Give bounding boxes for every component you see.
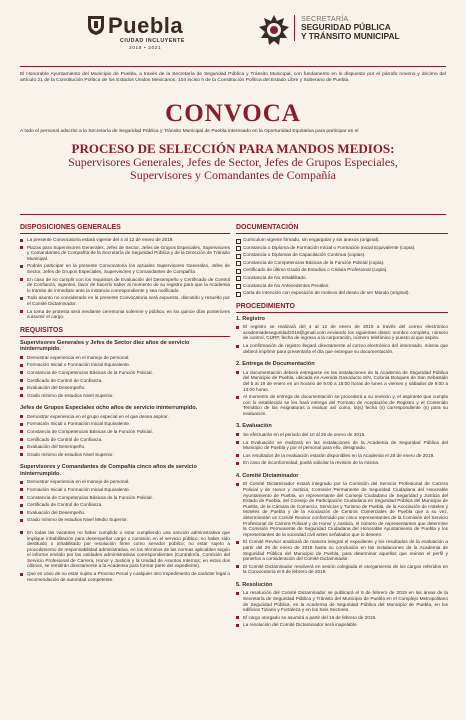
comite-heading: 4. Comité Dictaminador [236,472,299,479]
evaluacion-heading: 3. Evaluación [236,423,272,430]
requisitos-heading: REQUISITOS [20,327,230,337]
disposiciones-heading: DISPOSICIONES GENERALES [20,224,230,234]
list-item: La Evaluación se realizará en las instalaciones de la Academia de Seguridad Pública del Municipio de Puebla y por el personal para ello, designado. [236,440,448,451]
list-item: Certificado de Control de Confianza. [20,437,230,443]
police-star-icon [258,14,290,48]
list-item: Los resultados de la evaluación estarán disponibles en la Academia el 28 de enero de 2019. [236,453,448,459]
disposiciones-list [20,237,230,320]
brand-name: Puebla [108,13,184,38]
brand-years: 2018 • 2021 [129,46,162,51]
entrega-heading: 2. Entrega de Documentación [236,361,315,368]
resolucion-heading: 5. Resolución [236,581,273,588]
list-item: El Comité Revisor analizará de manera integral el expediente y los resultados de la evaluación a partir del 29 de enero de 2019 hasta su conclusión en las instalaciones de la Academia de Seguridad Pública del Municipio de Puebla, para determinar aquellos que reúnan el perfil y ponerlos a consideración del Comité Dictaminador. [236,539,448,561]
list-item: Constancia o Diplomas de Capacitación Continua (copias). [236,252,448,258]
list-item: Evaluación del Desempeño. [20,510,230,516]
list-item: En caso de inconformidad, podrá solicitar la revisión de la misma. [236,460,448,466]
list-item: Todo asunto no considerado en la presente Convocatoria será expuesto, discutido y resuelto por el Comité Dictaminador. [20,295,230,306]
list-item: Que en caso de no estar sujeto a Proceso Penal y cualquier otro Impedimento de carácter legal o recomendación de autoridad competente. [20,571,230,582]
left-column [20,224,230,584]
list-item: Plazas para Supervisores Generales, Jefes de Sector, Jefes de Grupos Especiales, Supervisores y Comandantes de Compañía de la Secretaría de Seguridad Pública y de la Dirección de Tránsito Municipal. [20,245,230,262]
divider [20,214,446,215]
req1-heading: Supervisores Generales y Jefes de Sector diez años de servicio ininterrumpido. [20,339,190,353]
list-item: Grado mínimo de estudios Nivel Medio Superior. [20,517,230,523]
list-item: Constancia de Competencias Básicas de la Función Policial. [20,429,230,435]
list-item: Formación Inicial o Formación Inicial Equivalente. [20,487,230,493]
list-item: Carta de intención con exposición de motivos del deseo de ser Mando (original). [236,290,448,296]
list-item: En todas las vacantes no haber cumplido o estar cumpliendo una sanción administrativa que implique inhabilitación para desempeñar cargo o comisión en el servicio público; no haber sido destituido o inhabilitado por resolución firme como servidor público; no estar sujeto a procedimiento de responsabilidad administrativa, en los términos de las normas aplicables según el informe emitido por las unidades administrativas correspondientes (Contraloría, Comisión del Servicio Profesional de Carrera, Honor y Justicia y la Unidad de Asuntos Internos; en estos dos últimos, se remitirán directamente a la Academia para formar parte del expediente). [20,530,230,569]
list-item: La resolución del Comité Dictaminador será inapelable. [236,622,448,628]
resolucion-list [236,590,448,628]
req3-list [20,479,230,523]
right-column [236,224,448,630]
req3-heading: Supervisores y Comandantes de Compañía cinco años de servicio ininterrumpido. [20,464,197,477]
list-item: Se efectuarán en el periodo del 10 al 25 de enero de 2019. [236,432,448,438]
list-item: Demostrar experiencia en el manejo de personal. [20,479,230,485]
registro-heading: 1. Registro [236,315,265,322]
list-item: El Comité Dictaminador estará integrado por la Comisión del Servicio Profesional de Carrera Policial y de Honor y Justicia, Comisión Permanente de Seguridad Ciudadana del Honorable Ayuntamiento de Puebla, un representante del Consejo Ciudadano de Seguridad y Justicia del Estado de Puebla, del Consejo de Participación Ciudadana en Seguridad Pública del Municipio de Puebla, de la Cámara de Comercio, Servicios y Turismo de Puebla, de la Asociación de Hoteles y Moteles de Puebla y de la Asociación de Centros Comerciales de Puebla que a su vez, determinarán un Comité Revisor conformado por cinco representantes de la Comisión del Servicio Profesional de Carrera Policial y de Honor y Justicia, el número de representantes que determine la Comisión Permanente de Seguridad Ciudadana del Honorable Ayuntamiento de Puebla y los representantes de la sociedad civil antes señalados que lo deseen. [236,481,448,537]
list-item: Demostrar experiencia en el manejo de personal. [20,355,230,361]
procedimiento-heading: PROCEDIMIENTO [236,303,448,313]
list-item: Al momento de entrega de documentación se procederá a su revisión y, el aspirante que cumpla con lo establecido se les hará entrega del Formato de Aceptación de Registro y el Contenido Temático de las Asignaturas a evaluar así como, la(s) fecha (s) correspondiente (s) para su evaluación. [236,394,448,416]
secretaria-name [294,15,454,41]
list-item: Grado mínimo de estudios Nivel Superior. [20,452,230,458]
list-item: Certificado de Control de Confianza. [20,378,230,384]
documentacion-list [236,237,448,296]
list-item: Demostrar experiencia en el grupo especial en el que desea aspirar. [20,414,230,420]
puebla-shield-icon [86,14,106,36]
secretaria-line-1: SECRETARÍA [301,14,349,23]
comite-list [236,481,448,575]
list-item: Formación Inicial o Formación Inicial Equivalente. [20,362,230,368]
list-item: Constancia de No Inhabilitado. [236,275,448,281]
final-requirements-list [20,530,230,582]
list-item: Podrán participar en la presente Convocatoria los actuales Supervisores Generales, Jefes de Sector, Jefes de Grupos Especiales, Supervisores y Comandantes de Compañía. [20,263,230,274]
title-line-3: Supervisores y Comandantes de Compañía [130,168,336,182]
req2-heading: Jefes de Grupos Especiales ocho años de servicio ininterrumpido. [20,405,198,412]
entrega-list [236,370,448,417]
list-item: La presente Convocatoria estará vigente del 4 al 12 de enero de 2019. [20,237,230,243]
evaluacion-list [236,432,448,466]
list-item: El registro se realizará del 4 al 12 de enero de 2019 a través del correo electrónico academiadeseguridad2018@gmail.com enviando los siguientes datos: nombre completo, número de control, CURP, fecha de ingreso a la corporación, número telefónico y puesto al que aspira. [236,324,448,341]
list-item: Curriculum vigente firmado, sin engargolar y sin anexos (original). [236,237,448,243]
list-item: La resolución del Comité Dictaminador se publicará el 9 de febrero de 2019 en las áreas de la Secretaría de Seguridad Pública y Tránsito del Municipio de Puebla en el Complejo Metropolitano de Seguridad Pública, en la Academia de Seguridad Pública del Municipio de Puebla, en los edificios Tiziano y Fortaleza y en los Seis Sectores. [236,590,448,612]
list-item: La toma de protesta será mediante ceremonia solemne y pública, en los quince días posteriores a asumir el cargo. [20,309,230,320]
list-item: En caso de no cumplir con los requisitos de Evaluación del Desempeño y Certificado de Control de Confianza, vigentes, favor de hacerlo saber al momento de su registro para que la Academia lo tramite de inmediato ante la instancia correspondiente y sea notificado. [20,277,230,294]
list-item: Constancia de Competencias Básicas de la Función Policial (copia). [236,260,448,266]
divider [20,66,446,67]
registro-list [236,324,448,354]
brand-tagline: CIUDAD INCLUYENTE [120,38,185,44]
intro-paragraph: El Honorable Ayuntamiento del Municipio de Puebla, a través de la Secretaría de Seguridad Pública y Tránsito Municipal, con fundamento en lo dispuesto por el párrafo noveno y décimo del artículo 21 de la Constitución Política de los Estados Unidos Mexicanos, 104 inciso h de la Constitución Política del Estado Libre y Soberano de Puebla. [20,72,446,84]
documentacion-heading: DOCUMENTACIÓN [236,224,448,234]
title-line-2: Supervisores Generales, Jefes de Sector, Jefes de Grupos Especiales, [68,155,398,169]
list-item: Constancia de No Antecedentes Penales. [236,283,448,289]
secretaria-line-3: Y TRÁNSITO MUNICIPAL [301,31,400,41]
convoca-text: A todo el personal adscrito a la Secretaría de Seguridad Pública y Tránsito Municipal de Puebla interesado en la Oportunidad Equitativa para participar en el [20,129,359,134]
puebla-logo [86,12,206,54]
list-item: Certificado de último Grado de Estudios o Cédula Profesional (copia). [236,267,448,273]
list-item: Formación Inicial o Formación Inicial Equivalente. [20,421,230,427]
list-item: Evaluación del Desempeño. [20,385,230,391]
title-line-1: PROCESO DE SELECCIÓN PARA MANDOS MEDIOS: [71,141,395,156]
list-item: La confirmación de registro llegará directamente al correo electrónico del interesado, misma que deberá imprimir para presentarla el día que entregue su documentación. [236,343,448,354]
list-item: El cargo otorgado se asumirá a partir del 16 de febrero de 2019. [236,615,448,621]
document-title [10,142,456,182]
convoca-heading: CONVOCA [165,100,301,127]
list-item: Certificado de Control de Confianza. [20,502,230,508]
list-item: Constancia de Competencias Básicas de la Función Policial. [20,370,230,376]
list-item: La documentación deberá entregarse en las instalaciones de la Academia de Seguridad Pública del Municipio de Puebla, ubicada en Avenida Gasoducto S/N, Colonia Bosques de San Sebastián del 5 al 19 de enero en un horario de 9:00 a 18:00 horas de lunes a viernes y sábados de 9:00 a 13:00 horas. [236,370,448,392]
list-item: Constancia o Diploma de Formación Inicial o Formación Inicial Equivalente (copia). [236,245,448,251]
req1-list [20,355,230,399]
list-item: Evaluación del Desempeño. [20,444,230,450]
req2-list [20,414,230,458]
header [0,0,466,62]
list-item: El Comité Dictaminador resolverá en sesión colegiada el otorgamiento de los cargos referidos en la Convocatoria el 8 de febrero de 2019. [236,564,448,575]
list-item: Grado mínimo de estudios Nivel Superior. [20,393,230,399]
list-item: Constancia de Competencias Básicas de la Función Policial. [20,495,230,501]
secretaria-line-2: SEGURIDAD PÚBLICA [301,22,391,32]
